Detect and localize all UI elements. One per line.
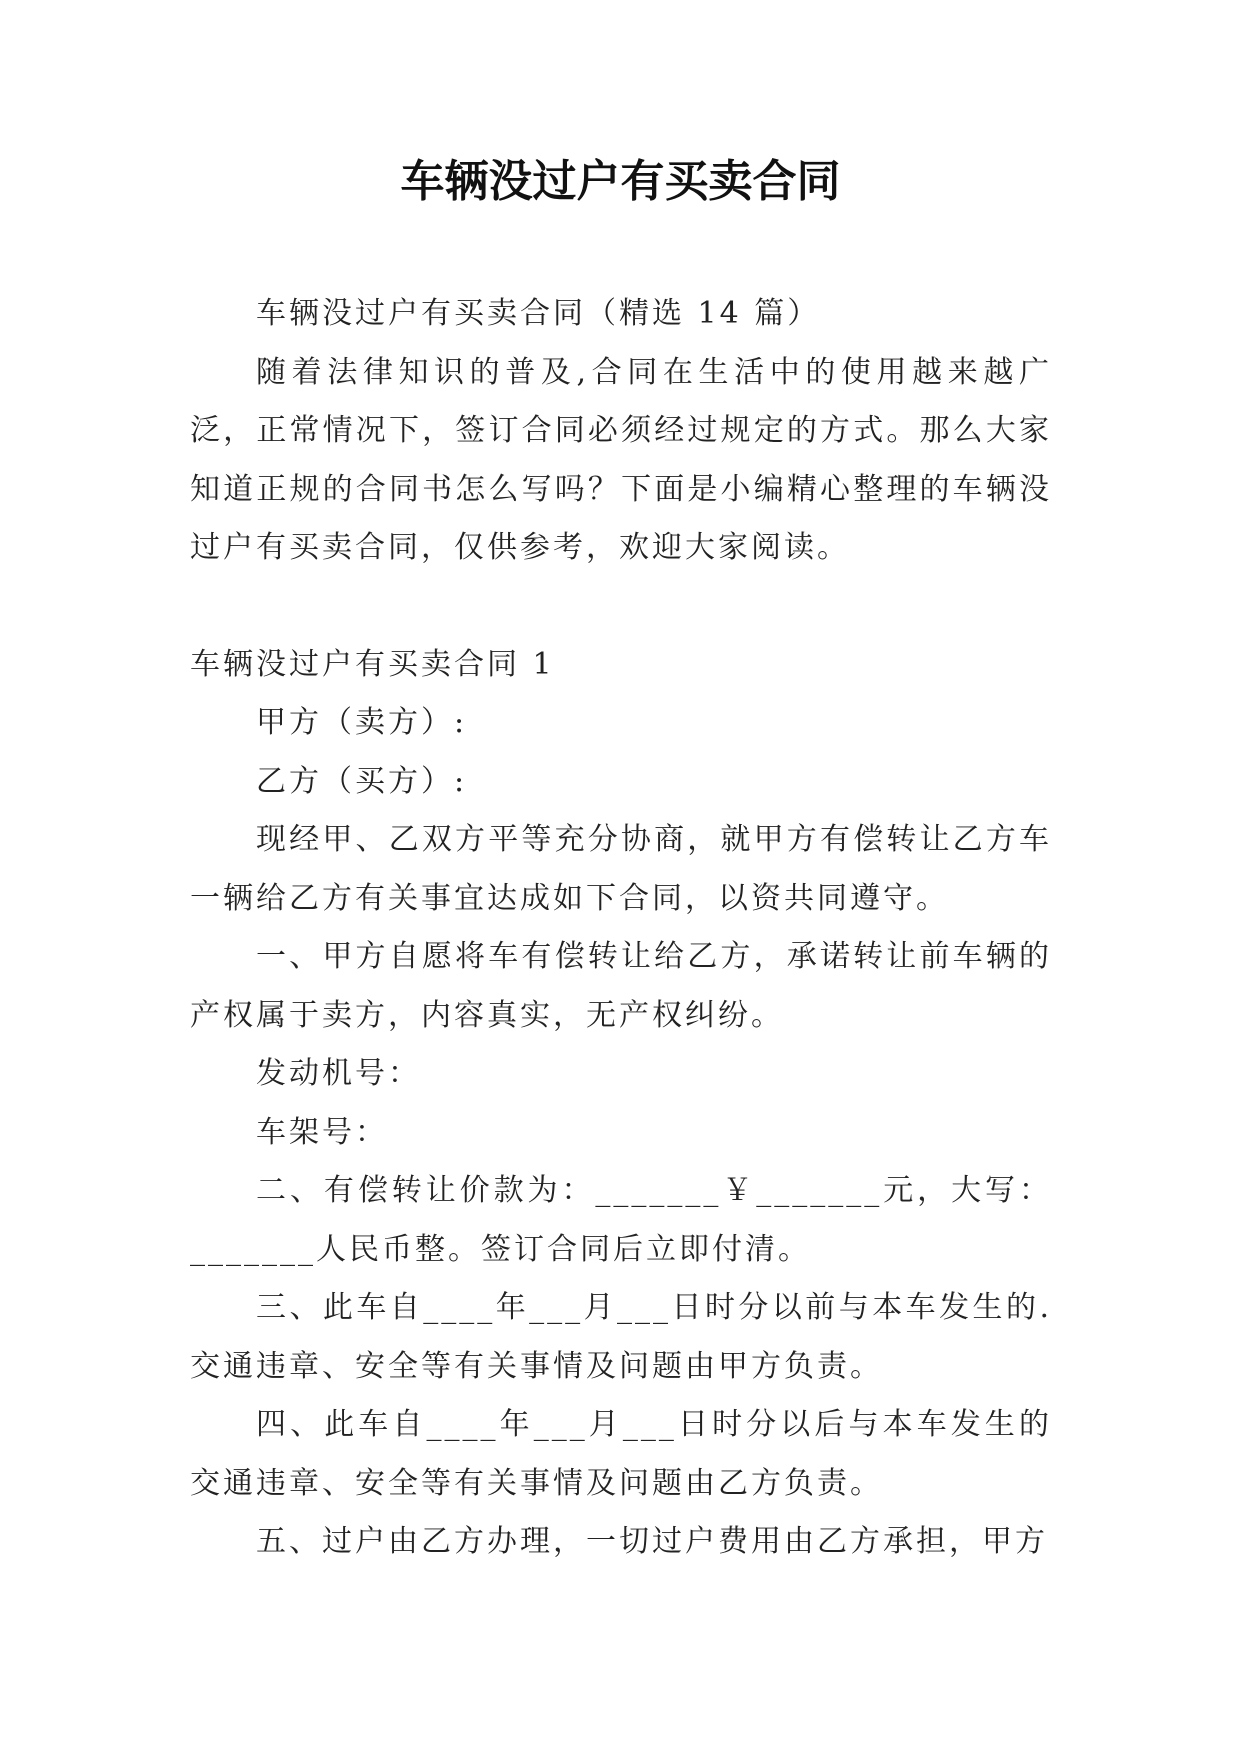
clause-3: 三、此车自____年___月___日时分以前与本车发生的.交通违章、安全等有关事情及问题由甲方负责。 — [190, 1290, 1052, 1384]
clause-4: 四、此车自____年___月___日时分以后与本车发生的交通违章、安全等有关事情及问题由乙方负责。 — [190, 1407, 1052, 1501]
clause-2-price: 二、有偿转让价款为：_______￥_______元，大写：_______人民币整。签订合同后立即付清。 — [190, 1173, 1052, 1267]
clause-1: 一、甲方自愿将车有偿转让给乙方，承诺转让前车辆的产权属于卖方，内容真实，无产权纠纷。 — [190, 939, 1052, 1033]
section-gap — [190, 578, 1052, 636]
engine-number-label: 发动机号： — [256, 1056, 421, 1091]
document-body — [190, 285, 1052, 1572]
clause-5: 五、过户由乙方办理，一切过户费用由乙方承担，甲方 — [256, 1524, 1048, 1559]
intro-paragraph: 随着法律知识的普及,合同在生活中的使用越来越广泛，正常情况下，签订合同必须经过规定的方式。那么大家知道正规的合同书怎么写吗？下面是小编精心整理的车辆没过户有买卖合同，仅供参考，欢迎大家阅读。 — [190, 354, 1052, 565]
party-a-label: 甲方（卖方）: — [256, 705, 468, 740]
document-title: 车辆没过户有买卖合同 — [400, 156, 841, 207]
intro-subtitle: 车辆没过户有买卖合同（精选 14 篇） — [256, 296, 821, 331]
section-heading: 车辆没过户有买卖合同 1 — [190, 646, 555, 682]
frame-number-label: 车架号： — [256, 1114, 388, 1150]
party-b-label: 乙方（买方）: — [256, 763, 468, 799]
agreement-preamble: 现经甲、乙双方平等充分协商，就甲方有偿转让乙方车一辆给乙方有关事宜达成如下合同，以资共同遵守。 — [190, 822, 1052, 916]
